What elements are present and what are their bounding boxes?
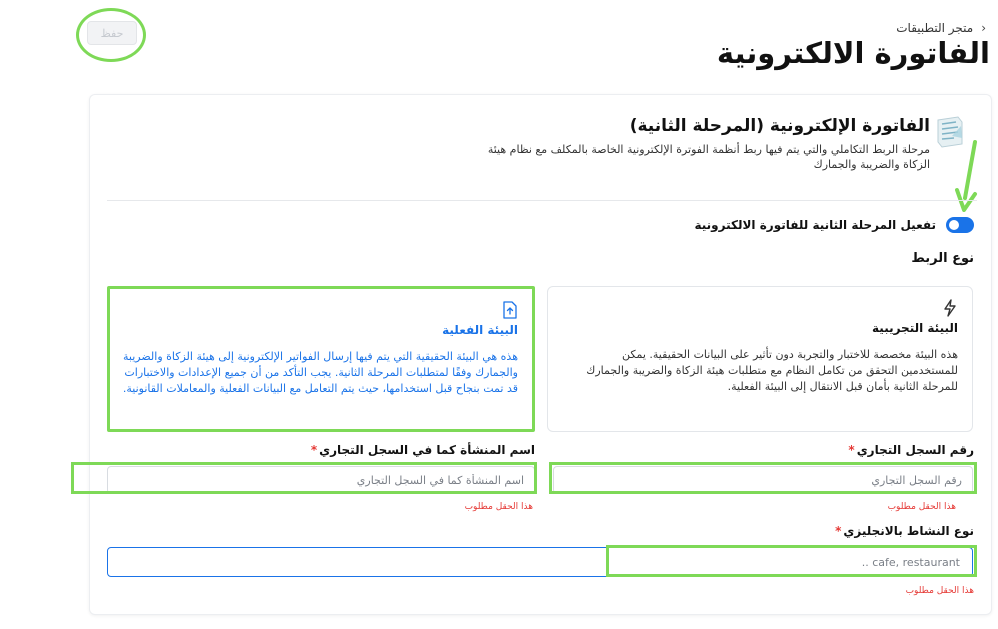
commercial-register-error: هذا الحقل مطلوب [887,502,956,512]
required-mark: * [310,443,318,457]
toggle-label: تفعيل المرحلة الثانية للفاتورة الالكترونية [694,218,936,232]
app-title: الفاتورة الإلكترونية (المرحلة الثانية) [629,116,930,136]
breadcrumb-label[interactable]: متجر التطبيقات [896,21,974,35]
test-environment-title: البيئة التجريبية [872,321,958,335]
save-button[interactable]: حفظ [87,21,137,45]
page-title: الفاتورة الالكترونية [716,36,990,70]
live-environment-title: البيئة الفعلية [442,323,518,337]
establishment-name-label [311,443,535,457]
lightning-icon [942,299,958,317]
highlight-box [549,462,977,494]
phase-two-toggle-row [695,217,975,233]
toggle-knob [949,220,959,230]
connection-type-title: نوع الربط [911,251,974,266]
required-mark: * [835,524,842,538]
test-environment-option[interactable] [547,286,973,432]
highlight-box [606,545,977,577]
app-description: مرحلة الربط التكاملي والتي يتم فيها ربط أنظمة الفوترة الإلكترونية الخاصة بالمكلف مع نظام هيئة الزكاة والضريبة والجمارك [487,143,930,171]
commercial-register-label-text: رقم السجل التجاري [856,443,974,457]
activity-type-error: هذا الحقل مطلوب [905,586,974,596]
establishment-name-label-text: اسم المنشأة كما في السجل التجاري [319,443,535,457]
phase-two-toggle[interactable] [946,217,974,233]
annotation-arrow-icon [955,140,981,212]
establishment-name-error: هذا الحقل مطلوب [464,502,533,512]
live-environment-option[interactable] [107,286,535,432]
chevron-left-icon: ‹ [981,21,986,35]
breadcrumb[interactable] [896,21,986,35]
activity-type-label [835,524,974,538]
live-environment-description: هذه هي البيئة الحقيقية التي يتم فيها إرسال الفواتير الإلكترونية إلى هيئة الزكاة والضريبة والجمارك وفقًا لمتطلبات المرحلة الثانية. يجب التأكد من أن جميع الإعدادات والاختبارات قد تمت بنجاح قبل استخدامها، حيث يتم التعامل مع البيانات الفعلية والمعاملات القانونية. [122,350,518,395]
divider [107,200,977,201]
commercial-register-label [848,443,974,457]
file-upload-icon [502,301,518,319]
highlight-box [71,462,537,494]
test-environment-description: هذه البيئة مخصصة للاختبار والتجربة دون تأثير على البيانات الحقيقية. يمكن للمستخدمين التحقق من تكامل النظام مع متطلبات هيئة الزكاة والضريبة والجمارك للمرحلة الثانية بأمان قبل الانتقال إلى البيئة الفعلية. [586,348,958,393]
activity-type-label-text: نوع النشاط بالانجليزي [843,524,974,538]
required-mark: * [848,443,855,457]
